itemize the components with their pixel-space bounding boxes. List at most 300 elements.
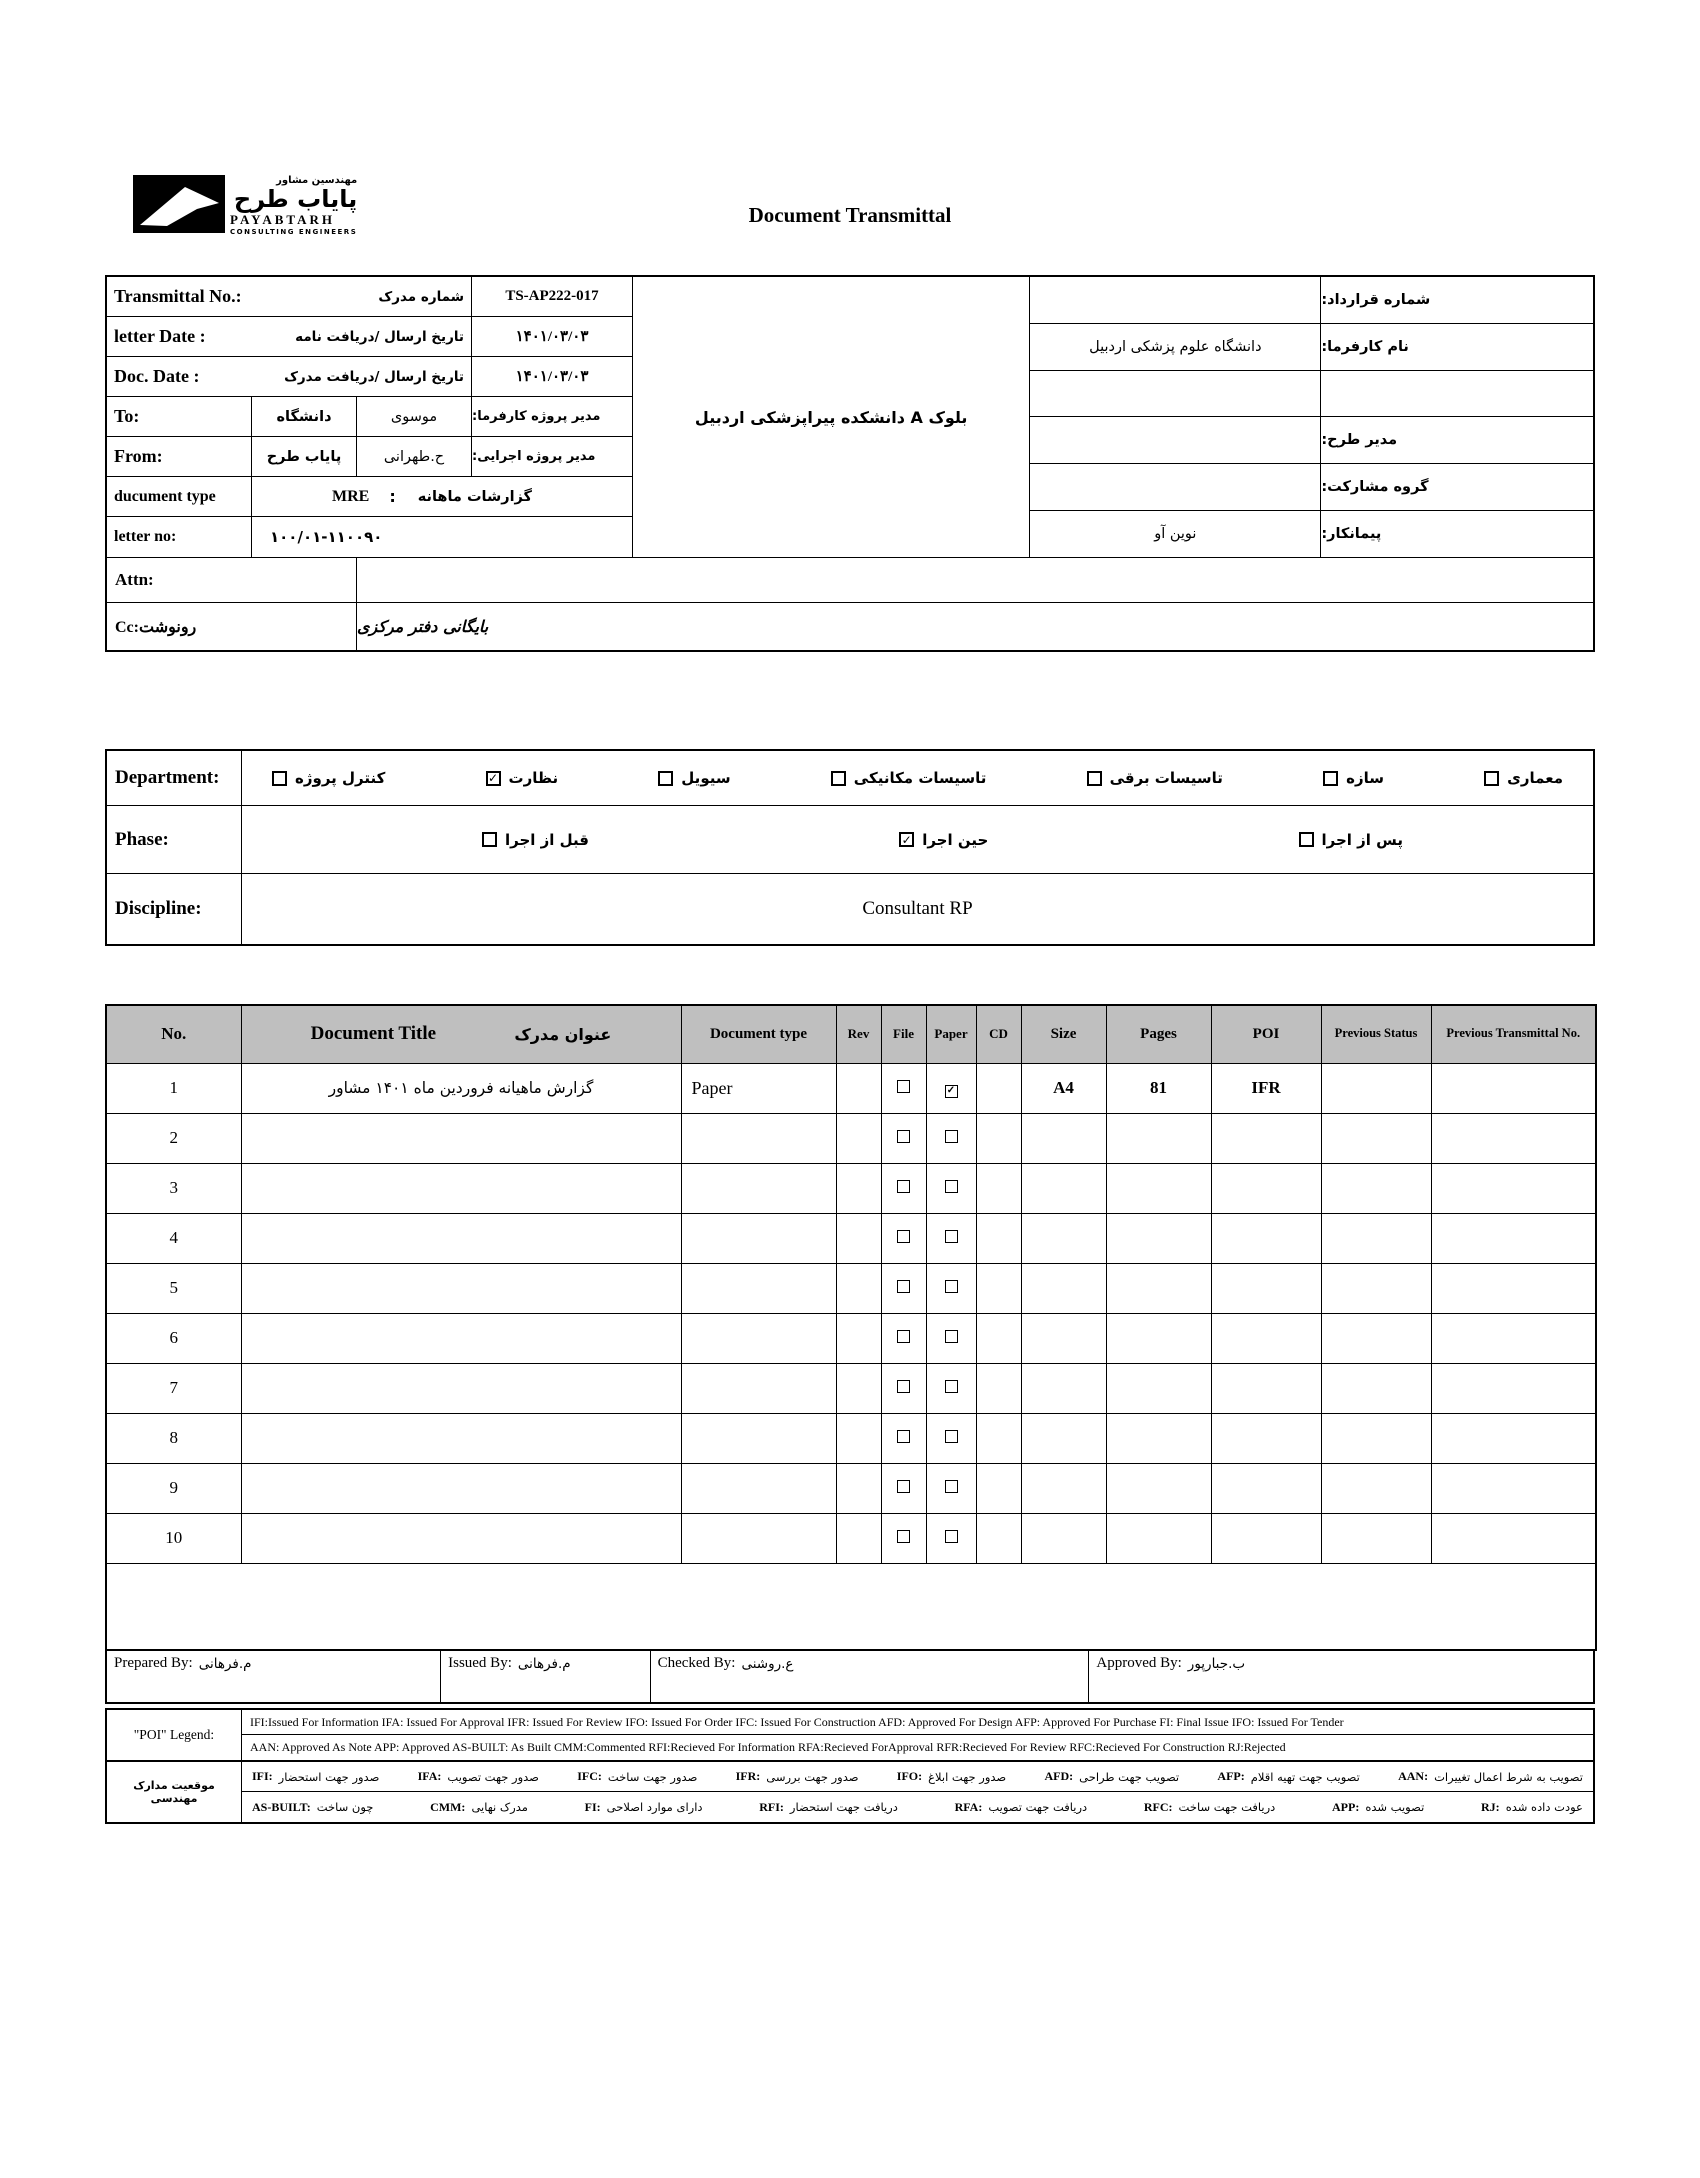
fa-legend-table [105,1762,1595,1824]
empty-value [1030,371,1320,417]
no-cell: 10 [106,1513,241,1563]
header-file: File [881,1005,926,1063]
prepared-by-cell [107,1651,441,1702]
file-checkbox[interactable] [897,1080,910,1093]
rev-cell [836,1413,881,1463]
department-option-label: نظارت [508,769,559,787]
department-option [831,769,987,787]
rev-cell [836,1163,881,1213]
legend-pair [577,1769,697,1784]
legend-text: صدور جهت تصویب [447,1769,539,1784]
checked-by-name: ع.روشنی [741,1656,794,1672]
legend-code: IFC: [577,1769,602,1783]
issued-by-cell [441,1651,650,1702]
letter-date-value: ۱۴۰۱/۰۳/۰۳ [515,329,589,345]
attn-label: Attn: [107,558,357,602]
header-rev: Rev [836,1005,881,1063]
size-cell [1021,1363,1106,1413]
doc-table-row [106,1063,1596,1113]
title-cell [241,1513,681,1563]
legend-text: عودت داده شده [1505,1800,1583,1814]
prev_status-cell [1321,1363,1431,1413]
legend-text: تصویب شده [1365,1800,1425,1814]
logo-brand-en: PAYABTARH [230,212,336,228]
legend-text: صدور جهت استحضار [278,1769,380,1784]
legend-text: مدرک نهایی [471,1800,528,1814]
prev_transmittal-cell [1431,1213,1596,1263]
checked-by-cell [651,1651,1090,1702]
prev_transmittal-cell [1431,1513,1596,1563]
type-cell [681,1113,836,1163]
prev_status-cell [1321,1113,1431,1163]
exec-pm-label: مدیر پروژه اجرایی: [472,449,596,464]
paper-checkbox[interactable] [945,1180,958,1193]
department-option [1484,769,1563,787]
phase-option-label: حین اجرا [922,830,989,849]
header-no: No. [106,1005,241,1063]
cc-row [107,602,1593,650]
discipline-label: Discipline: [107,874,242,944]
classification-table [105,749,1595,946]
phase-label: Phase: [107,806,242,873]
empty-row [1030,371,1593,418]
file-checkbox[interactable] [897,1230,910,1243]
rev-cell [836,1263,881,1313]
checkbox-structure[interactable] [1323,771,1338,786]
file-cell [881,1313,926,1363]
rev-cell [836,1113,881,1163]
prepared-by-name: م.فرهانی [198,1656,252,1672]
page-header [105,175,1595,275]
prev_transmittal-cell [1431,1113,1596,1163]
letter-no-row [107,517,632,557]
department-option [1087,769,1223,787]
department-option [1323,769,1384,787]
header-title [241,1005,681,1063]
poi-cell [1211,1263,1321,1313]
pages-cell [1106,1213,1211,1263]
contractor-value: نوین آو [1154,526,1197,543]
pages-cell [1106,1163,1211,1213]
cd-cell [976,1313,1021,1363]
pages-cell: 81 [1106,1063,1211,1113]
header-document-type: Document type [681,1005,836,1063]
checkbox-supervision[interactable]: ✓ [486,771,501,786]
department-option-label: معماری [1507,769,1563,787]
document-type-colon: : [389,487,396,506]
letter-date-label-en: letter Date : [114,326,206,346]
header-size: Size [1021,1005,1106,1063]
prev_status-cell [1321,1513,1431,1563]
paper-cell [926,1413,976,1463]
phase-option [899,831,988,849]
document-type-value: گزارشات ماهانه [417,488,532,505]
type-cell [681,1513,836,1563]
legend-code: AFP: [1217,1769,1245,1783]
file-checkbox[interactable] [897,1530,910,1543]
title-cell [241,1213,681,1263]
doc-table-row [106,1113,1596,1163]
size-cell [1021,1513,1106,1563]
client-pm-value: موسوی [357,397,472,436]
poi-cell [1211,1313,1321,1363]
legend-text: صدور جهت ساخت [607,1769,698,1784]
header-paper: Paper [926,1005,976,1063]
cd-cell [976,1513,1021,1563]
prev_transmittal-cell [1431,1363,1596,1413]
legend-code: AS-BUILT: [252,1799,311,1814]
fa-legend-label: موقعیت مدارک مهندسی [107,1762,242,1822]
discipline-value: Consultant RP [862,898,973,919]
poi-cell [1211,1463,1321,1513]
contractor-row [1030,511,1593,557]
doc-date-value: ۱۴۰۱/۰۳/۰۳ [515,369,589,385]
file-cell [881,1213,926,1263]
poi-cell: IFR [1211,1063,1321,1113]
type-cell [681,1313,836,1363]
file-cell [881,1513,926,1563]
project-name: بلوک A دانشکده پیراپزشکی اردبیل [694,407,968,427]
jv-group-value [1030,464,1320,510]
document-type-code: MRE [332,487,370,505]
legend-code: APP: [1332,1799,1360,1814]
legend-text: تصویب به شرط اعمال تغییرات [1434,1769,1583,1784]
transmittal-no-label-fa: شماره مدرک [378,288,464,305]
checked-by-label: Checked By: [657,1655,736,1671]
type-cell [681,1413,836,1463]
legend-code: IFO: [896,1769,923,1783]
legend-pair [430,1800,528,1815]
legend-text: دریافت جهت تصویب [988,1800,1088,1814]
file-cell [881,1163,926,1213]
paper-cell [926,1213,976,1263]
paper-checkbox[interactable] [945,1430,958,1443]
title-cell [241,1263,681,1313]
prev_status-cell [1321,1463,1431,1513]
size-cell [1021,1113,1106,1163]
checkbox-civil[interactable] [658,771,673,786]
legend-code: CMM: [430,1799,466,1814]
file-checkbox[interactable] [897,1280,910,1293]
department-option-label: سازه [1346,769,1384,787]
paper-checkbox[interactable] [945,1280,958,1293]
type-cell [681,1463,836,1513]
type-cell [681,1363,836,1413]
title-cell [241,1113,681,1163]
cd-cell [976,1463,1021,1513]
project-name-cell [632,277,1030,557]
size-cell [1021,1413,1106,1463]
file-checkbox[interactable] [897,1380,910,1393]
approved-by-label: Approved By: [1096,1655,1182,1671]
department-option-label: سیویل [681,769,731,787]
cd-cell [976,1063,1021,1113]
design-manager-value [1030,417,1320,463]
legend-pair [1217,1769,1359,1784]
legend-code: RFC: [1143,1799,1173,1814]
phase-option [1299,831,1403,849]
paper-checkbox[interactable] [945,1130,958,1143]
doc-table-row [106,1513,1596,1563]
size-cell [1021,1213,1106,1263]
checkbox-project-control[interactable] [272,771,287,786]
prev_status-cell [1321,1063,1431,1113]
checkbox-mechanical[interactable] [831,771,846,786]
legend-pair [252,1800,373,1815]
fa-legend-line-2 [242,1792,1593,1822]
title-cell [241,1313,681,1363]
paper-cell [926,1063,976,1113]
document-list-table [105,1004,1597,1651]
no-cell: 7 [106,1363,241,1413]
from-row [107,437,632,477]
legend-text: صدور جهت ابلاغ [928,1769,1007,1784]
poi-cell [1211,1113,1321,1163]
file-checkbox[interactable] [897,1430,910,1443]
department-option-label: تاسیسات برقی [1109,769,1223,787]
size-cell [1021,1163,1106,1213]
legend-code: AFD: [1044,1769,1074,1783]
no-cell: 2 [106,1113,241,1163]
design-manager-label: مدیر طرح: [1320,417,1593,463]
client-pm-label: مدیر پروژه کارفرما: [472,409,601,424]
rev-cell [836,1313,881,1363]
department-option-label: کنترل پروژه [295,769,386,787]
contract-no-row [1030,277,1593,324]
header-cd: CD [976,1005,1021,1063]
prev_transmittal-cell [1431,1413,1596,1463]
prev_transmittal-cell [1431,1313,1596,1363]
poi-legend-label: "POI" Legend: [107,1710,242,1760]
department-option [658,769,730,787]
legend-code: RJ: [1481,1799,1500,1814]
file-checkbox[interactable] [897,1480,910,1493]
header-title-en: Document Title [310,1023,437,1045]
document-type-label: ducument type [114,487,216,505]
legend-pair [955,1800,1088,1815]
doc-table-row [106,1413,1596,1463]
size-cell [1021,1263,1106,1313]
pages-cell [1106,1113,1211,1163]
legend-pair [1144,1800,1275,1815]
approved-by-name: ب.جبارپور [1187,1656,1246,1672]
title-cell [241,1413,681,1463]
pages-cell [1106,1263,1211,1313]
page-title: Document Transmittal [748,203,952,227]
contractor-label: پیمانکار: [1320,511,1593,557]
cd-cell [976,1213,1021,1263]
file-cell [881,1463,926,1513]
prev_transmittal-cell [1431,1463,1596,1513]
paper-cell [926,1313,976,1363]
prev_transmittal-cell [1431,1063,1596,1113]
department-option [272,769,385,787]
approved-by-cell [1089,1651,1593,1702]
file-cell [881,1413,926,1463]
legend-code: AAN: [1398,1769,1429,1783]
phase-option [482,831,589,849]
checkbox-electrical[interactable] [1087,771,1102,786]
legend-pair [585,1800,703,1815]
doc-table-row [106,1263,1596,1313]
transmittal-no-row [107,277,632,317]
poi-cell [1211,1213,1321,1263]
file-checkbox[interactable] [897,1180,910,1193]
attn-value [357,558,1593,602]
paper-checkbox[interactable] [945,1380,958,1393]
issued-by-label: Issued By: [448,1655,512,1671]
file-cell [881,1113,926,1163]
prev_status-cell [1321,1163,1431,1213]
paper-checkbox[interactable] [945,1480,958,1493]
legend-pair [736,1769,859,1784]
doc-table-header-row [106,1005,1596,1063]
no-cell: 6 [106,1313,241,1363]
phase-option-label: قبل از اجرا [505,830,589,849]
header-title-fa: عنوان مدرک [514,1024,612,1044]
checkbox-architecture[interactable] [1484,771,1499,786]
poi-legend-line-1: IFI:Issued For Information IFA: Issued For Approval IFR: Issued For Review IFO: Issued For Order IFC: Issued For Construction AFD: Approved For Design AFP: Approved For Purchase FI: Final Issue IFO: Issued For Tender [242,1710,1593,1735]
paper-checkbox[interactable] [945,1230,958,1243]
department-options [242,751,1593,805]
legend-text: تصویب جهت طراحی [1079,1769,1180,1784]
type-cell [681,1213,836,1263]
legend-code: RFI: [759,1799,784,1814]
no-cell: 8 [106,1413,241,1463]
issued-by-name: م.فرهانی [517,1656,571,1672]
signature-row [105,1651,1595,1704]
header-poi: POI [1211,1005,1321,1063]
jv-group-label: گروه مشارکت: [1320,464,1593,510]
empty-label [1320,371,1593,417]
header-previous-transmittal: Previous Transmittal No. [1431,1005,1596,1063]
title-cell [241,1463,681,1513]
cd-cell [976,1263,1021,1313]
logo-brand-fa: پایاب طرح [233,185,358,213]
attn-row [107,557,1593,602]
legend-pair [1332,1800,1424,1815]
department-row [107,751,1593,806]
paper-cell [926,1113,976,1163]
no-cell: 4 [106,1213,241,1263]
jv-group-row [1030,464,1593,511]
doc-date-label-fa: تاریخ ارسال /دریافت مدرک [284,368,464,385]
pages-cell [1106,1463,1211,1513]
legend-pair [1481,1800,1583,1815]
paper-checkbox[interactable] [945,1330,958,1343]
legend-text: چون ساخت [316,1800,374,1814]
prev_status-cell [1321,1413,1431,1463]
legend-text: تصویب جهت تهیه اقلام [1250,1769,1360,1784]
rev-cell [836,1063,881,1113]
legend-pair [897,1769,1006,1784]
size-cell [1021,1313,1106,1363]
poi-legend-line-2: AAN: Approved As Note APP: Approved AS-BUILT: As Built CMM:Commented RFI:Recieved For Information RFA:Recieved ForApproval RFR:Recieved For Review RFC:Recieved For Construction RJ:Rejected [250,1740,1286,1754]
pages-cell [1106,1513,1211,1563]
legend-text: صدور جهت بررسی [766,1769,859,1784]
to-value: دانشگاه [252,397,357,436]
info-right-block [1030,277,1593,557]
paper-cell [926,1513,976,1563]
spacer-cell [106,1563,1596,1650]
paper-checkbox[interactable] [945,1530,958,1543]
logo-subtitle: CONSULTING ENGINEERS [230,228,358,237]
type-cell [681,1263,836,1313]
transmittal-no-label-en: Transmittal No.: [114,286,242,306]
pages-cell [1106,1313,1211,1363]
legend-code: IFA: [417,1769,442,1783]
legend-pair [252,1769,379,1784]
title-cell [241,1363,681,1413]
prev_status-cell [1321,1263,1431,1313]
legend-pair [418,1769,539,1784]
file-cell [881,1263,926,1313]
from-value: پایاب طرح [252,437,357,476]
checkbox-after-execution[interactable] [1299,832,1314,847]
poi-cell [1211,1363,1321,1413]
letter-date-row [107,317,632,357]
cd-cell [976,1363,1021,1413]
file-checkbox[interactable] [897,1330,910,1343]
poi-cell [1211,1163,1321,1213]
legend-text: دریافت جهت ساخت [1178,1800,1276,1814]
checkbox-before-execution[interactable] [482,832,497,847]
no-cell: 5 [106,1263,241,1313]
client-name-row [1030,324,1593,371]
cd-cell [976,1413,1021,1463]
cd-cell [976,1113,1021,1163]
title-cell [241,1163,681,1213]
pages-cell [1106,1413,1211,1463]
cd-cell [976,1163,1021,1213]
from-label: From: [114,446,163,466]
cc-label: Cc:رونوشت [107,603,357,650]
letter-no-value: ۱۰۰/۰۱-۱۱۰۰۹۰ [270,528,383,546]
client-name-value: دانشگاه علوم پزشکی اردبیل [1089,338,1262,355]
rev-cell [836,1363,881,1413]
doc-table-row [106,1163,1596,1213]
doc-table-row [106,1313,1596,1363]
exec-pm-value: ح.طهرانی [357,437,472,476]
phase-options [242,806,1593,873]
file-checkbox[interactable] [897,1130,910,1143]
transmittal-no-value: TS-AP222-017 [505,288,599,304]
size-cell [1021,1463,1106,1513]
department-option [486,769,559,787]
legend-code: FI: [584,1799,601,1814]
doc-table-body [106,1063,1596,1563]
paper-checkbox[interactable]: ✓ [945,1085,958,1098]
title-cell: گزارش ماهیانه فروردین ماه ۱۴۰۱ مشاور [241,1063,681,1113]
poi-cell [1211,1413,1321,1463]
to-label: To: [114,406,140,426]
legend-code: IFI: [252,1769,273,1783]
cc-value: بایگانی دفتر مرکزی [357,617,489,636]
rev-cell [836,1463,881,1513]
prev_transmittal-cell [1431,1263,1596,1313]
file-cell [881,1363,926,1413]
no-cell: 9 [106,1463,241,1513]
poi-cell [1211,1513,1321,1563]
checkbox-during-execution[interactable]: ✓ [899,832,914,847]
contract-no-label: شماره قرارداد: [1320,277,1593,323]
phase-row [107,806,1593,874]
doc-table-row [106,1463,1596,1513]
header-pages: Pages [1106,1005,1211,1063]
type-cell: Paper [681,1063,836,1113]
document-type-row [107,477,632,517]
fa-legend-line-1 [242,1762,1593,1792]
